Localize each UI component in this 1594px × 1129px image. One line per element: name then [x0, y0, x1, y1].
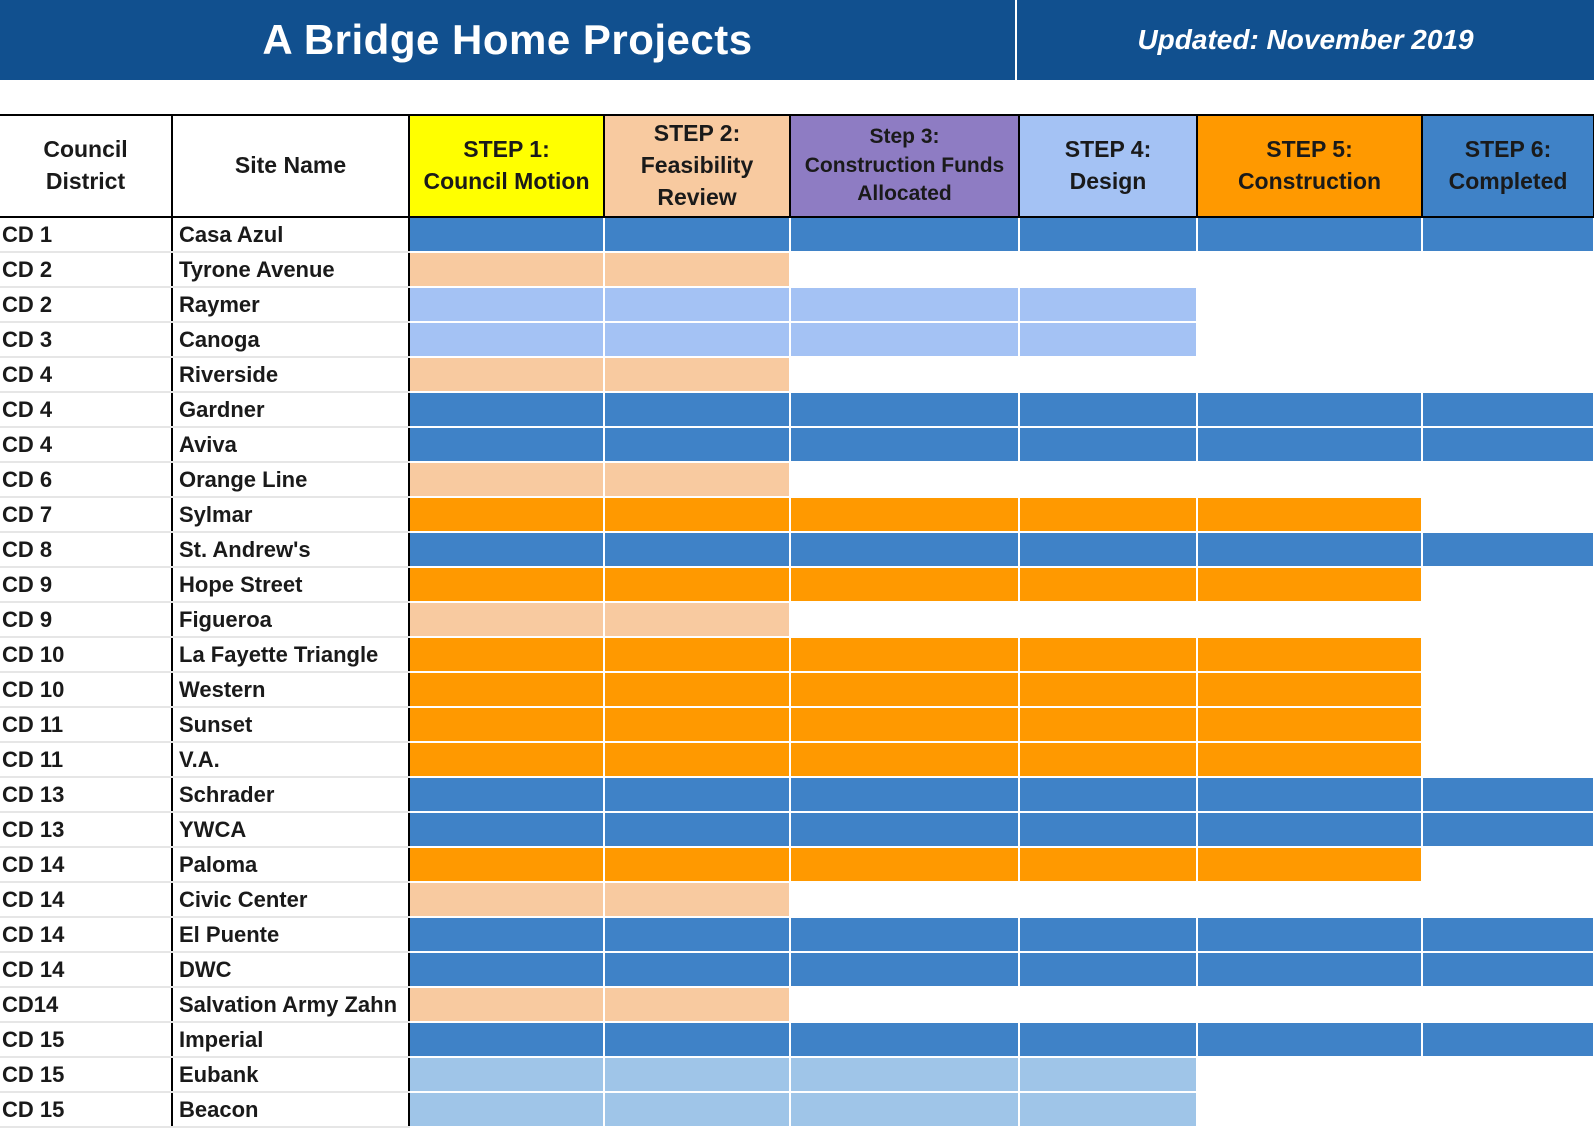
step-5-progress-cell: [1197, 742, 1422, 777]
step-1-progress-cell: [409, 462, 604, 497]
table-row: [0, 742, 1594, 777]
step-4-progress-cell: [1019, 777, 1197, 812]
column-header-step-3: Step 3: Construction Funds Allocated: [790, 115, 1019, 217]
step-5-progress-cell: [1197, 392, 1422, 427]
site-name-cell: Beacon: [172, 1092, 409, 1127]
step-6-progress-cell: [1422, 252, 1594, 287]
step-5-progress-cell: [1197, 602, 1422, 637]
step-5-progress-cell: [1197, 917, 1422, 952]
step-2-progress-cell: [604, 1092, 790, 1127]
step-1-progress-cell: [409, 847, 604, 882]
column-header-site-name: Site Name: [172, 115, 409, 217]
step-6-progress-cell: [1422, 427, 1594, 462]
step-5-progress-cell: [1197, 987, 1422, 1022]
table-row: [0, 812, 1594, 847]
step-4-progress-cell: [1019, 1057, 1197, 1092]
step-2-progress-cell: [604, 952, 790, 987]
step-4-progress-cell: [1019, 217, 1197, 252]
step-4-progress-cell: [1019, 847, 1197, 882]
council-district-cell: CD 7: [0, 497, 172, 532]
step-6-progress-cell: [1422, 602, 1594, 637]
step-1-progress-cell: [409, 917, 604, 952]
step-2-progress-cell: [604, 287, 790, 322]
step-5-progress-cell: [1197, 812, 1422, 847]
table-row: [0, 637, 1594, 672]
step-5-progress-cell: [1197, 847, 1422, 882]
column-header-step-1: STEP 1: Council Motion: [409, 115, 604, 217]
table-row: [0, 532, 1594, 567]
table-row: [0, 392, 1594, 427]
step-6-progress-cell: [1422, 567, 1594, 602]
step-3-progress-cell: [790, 917, 1019, 952]
council-district-cell: CD 15: [0, 1092, 172, 1127]
step-5-progress-cell: [1197, 252, 1422, 287]
step-4-progress-cell: [1019, 322, 1197, 357]
step-6-progress-cell: [1422, 392, 1594, 427]
site-name-cell: Western: [172, 672, 409, 707]
step-2-progress-cell: [604, 602, 790, 637]
step-5-progress-cell: [1197, 287, 1422, 322]
step-1-progress-cell: [409, 707, 604, 742]
step-5-progress-cell: [1197, 567, 1422, 602]
table-row: [0, 987, 1594, 1022]
step-6-progress-cell: [1422, 707, 1594, 742]
council-district-cell: CD 8: [0, 532, 172, 567]
step-6-progress-cell: [1422, 1057, 1594, 1092]
step-2-progress-cell: [604, 567, 790, 602]
step-2-progress-cell: [604, 672, 790, 707]
site-name-cell: Canoga: [172, 322, 409, 357]
step-3-progress-cell: [790, 812, 1019, 847]
table-row: [0, 672, 1594, 707]
step-4-progress-cell: [1019, 742, 1197, 777]
step-6-progress-cell: [1422, 287, 1594, 322]
step-4-progress-cell: [1019, 567, 1197, 602]
step-1-progress-cell: [409, 392, 604, 427]
step-4-progress-cell: [1019, 707, 1197, 742]
step-3-progress-cell: [790, 882, 1019, 917]
step-2-progress-cell: [604, 532, 790, 567]
step-5-progress-cell: [1197, 322, 1422, 357]
step-3-progress-cell: [790, 672, 1019, 707]
table-row: [0, 287, 1594, 322]
step-4-progress-cell: [1019, 987, 1197, 1022]
step-3-progress-cell: [790, 602, 1019, 637]
step-6-progress-cell: [1422, 1022, 1594, 1057]
step-6-progress-cell: [1422, 322, 1594, 357]
council-district-cell: CD 14: [0, 847, 172, 882]
step-3-progress-cell: [790, 462, 1019, 497]
step-1-progress-cell: [409, 1057, 604, 1092]
step-6-progress-cell: [1422, 987, 1594, 1022]
table-row: [0, 1092, 1594, 1127]
step-3-progress-cell: [790, 987, 1019, 1022]
table-row: [0, 427, 1594, 462]
site-name-cell: La Fayette Triangle: [172, 637, 409, 672]
council-district-cell: CD 9: [0, 602, 172, 637]
step-1-progress-cell: [409, 952, 604, 987]
column-header-council-district: Council District: [0, 115, 172, 217]
site-name-cell: Paloma: [172, 847, 409, 882]
council-district-cell: CD 14: [0, 917, 172, 952]
step-1-progress-cell: [409, 497, 604, 532]
table-row: [0, 602, 1594, 637]
step-6-progress-cell: [1422, 742, 1594, 777]
step-4-progress-cell: [1019, 532, 1197, 567]
step-6-progress-cell: [1422, 532, 1594, 567]
projects-table: [0, 114, 1594, 1128]
site-name-cell: Raymer: [172, 287, 409, 322]
step-1-progress-cell: [409, 252, 604, 287]
step-2-progress-cell: [604, 252, 790, 287]
step-1-progress-cell: [409, 672, 604, 707]
step-5-progress-cell: [1197, 672, 1422, 707]
step-3-progress-cell: [790, 847, 1019, 882]
step-1-progress-cell: [409, 217, 604, 252]
council-district-cell: CD 4: [0, 392, 172, 427]
step-6-progress-cell: [1422, 847, 1594, 882]
step-6-progress-cell: [1422, 882, 1594, 917]
step-5-progress-cell: [1197, 952, 1422, 987]
step-1-progress-cell: [409, 777, 604, 812]
site-name-cell: Eubank: [172, 1057, 409, 1092]
step-4-progress-cell: [1019, 952, 1197, 987]
site-name-cell: YWCA: [172, 812, 409, 847]
site-name-cell: Sylmar: [172, 497, 409, 532]
step-3-progress-cell: [790, 357, 1019, 392]
step-2-progress-cell: [604, 637, 790, 672]
step-3-progress-cell: [790, 707, 1019, 742]
step-5-progress-cell: [1197, 357, 1422, 392]
column-header-step-2: STEP 2: Feasibility Review: [604, 115, 790, 217]
step-6-progress-cell: [1422, 777, 1594, 812]
site-name-cell: Salvation Army Zahn: [172, 987, 409, 1022]
council-district-cell: CD14: [0, 987, 172, 1022]
step-5-progress-cell: [1197, 217, 1422, 252]
step-6-progress-cell: [1422, 812, 1594, 847]
council-district-cell: CD 3: [0, 322, 172, 357]
step-5-progress-cell: [1197, 707, 1422, 742]
step-4-progress-cell: [1019, 252, 1197, 287]
council-district-cell: CD 13: [0, 777, 172, 812]
table-row: [0, 882, 1594, 917]
step-3-progress-cell: [790, 322, 1019, 357]
site-name-cell: DWC: [172, 952, 409, 987]
table-row: [0, 847, 1594, 882]
site-name-cell: Sunset: [172, 707, 409, 742]
step-5-progress-cell: [1197, 777, 1422, 812]
council-district-cell: CD 10: [0, 672, 172, 707]
step-6-progress-cell: [1422, 217, 1594, 252]
title-banner: [0, 0, 1594, 80]
step-4-progress-cell: [1019, 812, 1197, 847]
site-name-cell: Imperial: [172, 1022, 409, 1057]
council-district-cell: CD 2: [0, 252, 172, 287]
step-1-progress-cell: [409, 1022, 604, 1057]
step-4-progress-cell: [1019, 917, 1197, 952]
step-2-progress-cell: [604, 462, 790, 497]
table-row: [0, 917, 1594, 952]
council-district-cell: CD 2: [0, 287, 172, 322]
step-1-progress-cell: [409, 567, 604, 602]
step-1-progress-cell: [409, 532, 604, 567]
council-district-cell: CD 1: [0, 217, 172, 252]
step-1-progress-cell: [409, 602, 604, 637]
site-name-cell: V.A.: [172, 742, 409, 777]
council-district-cell: CD 9: [0, 567, 172, 602]
step-4-progress-cell: [1019, 602, 1197, 637]
site-name-cell: St. Andrew's: [172, 532, 409, 567]
table-body: [0, 217, 1594, 1127]
table-row: [0, 217, 1594, 252]
step-1-progress-cell: [409, 812, 604, 847]
council-district-cell: CD 14: [0, 882, 172, 917]
council-district-cell: CD 11: [0, 742, 172, 777]
column-header-step-4: STEP 4: Design: [1019, 115, 1197, 217]
table-row: [0, 322, 1594, 357]
step-1-progress-cell: [409, 987, 604, 1022]
table-row: [0, 777, 1594, 812]
step-1-progress-cell: [409, 357, 604, 392]
step-2-progress-cell: [604, 917, 790, 952]
step-4-progress-cell: [1019, 357, 1197, 392]
step-3-progress-cell: [790, 1022, 1019, 1057]
step-2-progress-cell: [604, 847, 790, 882]
site-name-cell: Casa Azul: [172, 217, 409, 252]
table-row: [0, 707, 1594, 742]
step-3-progress-cell: [790, 287, 1019, 322]
site-name-cell: Gardner: [172, 392, 409, 427]
step-3-progress-cell: [790, 532, 1019, 567]
council-district-cell: CD 6: [0, 462, 172, 497]
step-3-progress-cell: [790, 1092, 1019, 1127]
table-row: [0, 252, 1594, 287]
column-header-step-5: STEP 5: Construction: [1197, 115, 1422, 217]
table-row: [0, 462, 1594, 497]
page-title: A Bridge Home Projects: [262, 16, 753, 63]
step-1-progress-cell: [409, 287, 604, 322]
step-4-progress-cell: [1019, 1092, 1197, 1127]
step-6-progress-cell: [1422, 672, 1594, 707]
table-row: [0, 1057, 1594, 1092]
step-5-progress-cell: [1197, 497, 1422, 532]
council-district-cell: CD 11: [0, 707, 172, 742]
council-district-cell: CD 4: [0, 357, 172, 392]
step-2-progress-cell: [604, 777, 790, 812]
step-3-progress-cell: [790, 497, 1019, 532]
step-2-progress-cell: [604, 1022, 790, 1057]
step-2-progress-cell: [604, 742, 790, 777]
step-2-progress-cell: [604, 217, 790, 252]
council-district-cell: CD 13: [0, 812, 172, 847]
site-name-cell: Schrader: [172, 777, 409, 812]
site-name-cell: El Puente: [172, 917, 409, 952]
step-4-progress-cell: [1019, 497, 1197, 532]
site-name-cell: Civic Center: [172, 882, 409, 917]
step-6-progress-cell: [1422, 497, 1594, 532]
site-name-cell: Tyrone Avenue: [172, 252, 409, 287]
site-name-cell: Aviva: [172, 427, 409, 462]
step-2-progress-cell: [604, 812, 790, 847]
step-5-progress-cell: [1197, 882, 1422, 917]
council-district-cell: CD 10: [0, 637, 172, 672]
step-4-progress-cell: [1019, 287, 1197, 322]
table-row: [0, 357, 1594, 392]
council-district-cell: CD 14: [0, 952, 172, 987]
step-3-progress-cell: [790, 777, 1019, 812]
header-row: [0, 115, 1594, 217]
step-1-progress-cell: [409, 427, 604, 462]
council-district-cell: CD 15: [0, 1022, 172, 1057]
step-4-progress-cell: [1019, 637, 1197, 672]
step-6-progress-cell: [1422, 462, 1594, 497]
step-5-progress-cell: [1197, 427, 1422, 462]
step-2-progress-cell: [604, 357, 790, 392]
step-4-progress-cell: [1019, 462, 1197, 497]
site-name-cell: Riverside: [172, 357, 409, 392]
step-3-progress-cell: [790, 637, 1019, 672]
step-3-progress-cell: [790, 392, 1019, 427]
site-name-cell: Figueroa: [172, 602, 409, 637]
step-3-progress-cell: [790, 952, 1019, 987]
step-2-progress-cell: [604, 707, 790, 742]
step-6-progress-cell: [1422, 952, 1594, 987]
updated-date: Updated: November 2019: [1137, 24, 1474, 55]
step-4-progress-cell: [1019, 882, 1197, 917]
step-2-progress-cell: [604, 392, 790, 427]
step-2-progress-cell: [604, 987, 790, 1022]
table-row: [0, 952, 1594, 987]
step-2-progress-cell: [604, 322, 790, 357]
step-3-progress-cell: [790, 217, 1019, 252]
step-6-progress-cell: [1422, 917, 1594, 952]
step-4-progress-cell: [1019, 392, 1197, 427]
table-row: [0, 567, 1594, 602]
step-2-progress-cell: [604, 882, 790, 917]
council-district-cell: CD 15: [0, 1057, 172, 1092]
step-5-progress-cell: [1197, 532, 1422, 567]
step-5-progress-cell: [1197, 1057, 1422, 1092]
site-name-cell: Orange Line: [172, 462, 409, 497]
site-name-cell: Hope Street: [172, 567, 409, 602]
council-district-cell: CD 4: [0, 427, 172, 462]
column-header-step-6: STEP 6: Completed: [1422, 115, 1594, 217]
step-4-progress-cell: [1019, 672, 1197, 707]
step-4-progress-cell: [1019, 427, 1197, 462]
step-3-progress-cell: [790, 742, 1019, 777]
step-1-progress-cell: [409, 322, 604, 357]
step-1-progress-cell: [409, 882, 604, 917]
step-1-progress-cell: [409, 742, 604, 777]
step-1-progress-cell: [409, 1092, 604, 1127]
step-5-progress-cell: [1197, 1022, 1422, 1057]
step-1-progress-cell: [409, 637, 604, 672]
step-5-progress-cell: [1197, 462, 1422, 497]
table-row: [0, 497, 1594, 532]
step-5-progress-cell: [1197, 637, 1422, 672]
table-row: [0, 1022, 1594, 1057]
step-4-progress-cell: [1019, 1022, 1197, 1057]
step-6-progress-cell: [1422, 637, 1594, 672]
step-2-progress-cell: [604, 427, 790, 462]
step-2-progress-cell: [604, 1057, 790, 1092]
step-3-progress-cell: [790, 1057, 1019, 1092]
step-3-progress-cell: [790, 567, 1019, 602]
step-3-progress-cell: [790, 252, 1019, 287]
step-6-progress-cell: [1422, 357, 1594, 392]
step-2-progress-cell: [604, 497, 790, 532]
step-3-progress-cell: [790, 427, 1019, 462]
step-5-progress-cell: [1197, 1092, 1422, 1127]
step-6-progress-cell: [1422, 1092, 1594, 1127]
